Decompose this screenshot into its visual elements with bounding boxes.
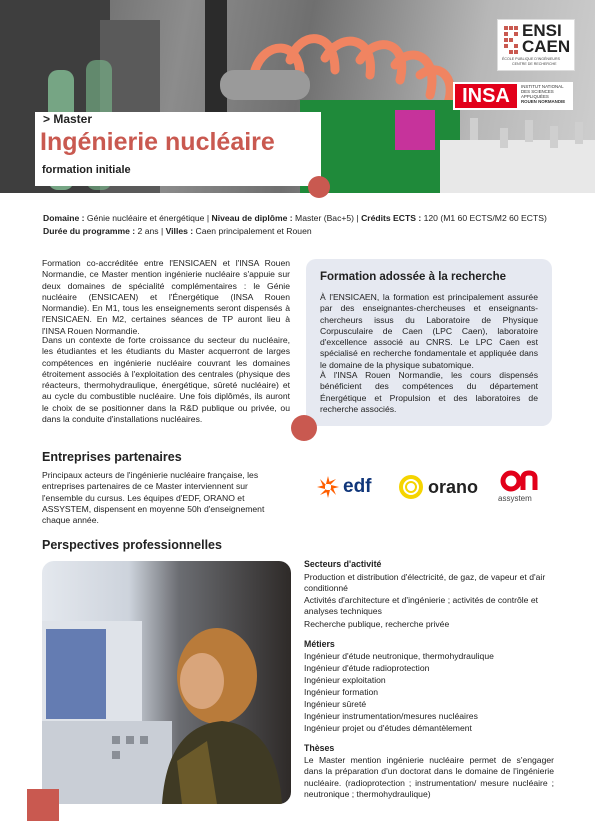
assystem-mark-icon (499, 470, 543, 492)
info-line-2 (43, 225, 312, 238)
thesis-text: Le Master mention ingénierie nucléaire permet de s'engager dans la préparation d'un doctorat dans le domaine de l'ingénierie nucléaire. (radioprotection ; instrumentation/ mesure nucléaire ; neutronique ; thermohydraulique) (304, 755, 554, 799)
duration-label: Durée du programme : (43, 226, 136, 236)
ects-value: 120 (M1 60 ECTS/M2 60 ECTS) (421, 213, 547, 223)
assystem-logo (497, 470, 545, 504)
ensicaen-tagline-2: CENTRE DE RECHERCHE (512, 62, 557, 66)
domain-label: Domaine : (43, 213, 85, 223)
decorative-dot-icon (308, 176, 330, 198)
domain-value: Génie nucléaire et énergétique | (84, 213, 212, 223)
ensicaen-wordmark-1: ENSI (522, 21, 562, 40)
job-item: Ingénieur d'étude neutronique, thermohydraulique (304, 651, 494, 661)
photo-illustration (42, 561, 291, 804)
ects-label: Crédits ECTS : (361, 213, 422, 223)
careers-title: Perspectives professionnelles (42, 538, 222, 552)
orano-ring-icon (398, 474, 424, 500)
ensicaen-logo (497, 19, 575, 71)
cities-value: Caen principalement et Rouen (193, 226, 312, 236)
decorative-square (27, 789, 59, 821)
page-title: Ingénierie nucléaire (40, 128, 275, 156)
insa-line-4: ROUEN NORMANDIE (521, 99, 566, 104)
page-subtitle: formation initiale (42, 164, 131, 176)
partners-text: Principaux acteurs de l'ingénierie nucléaire française, les entreprises partenaires de ce Master interviennent sur l'ensemble du cursus. Les équipes d'EDF, ORANO et ASSYSTEM, dispensent en moyenne 50h d'enseignement chaque année. (42, 470, 265, 526)
orano-wordmark: orano (428, 477, 479, 497)
decorative-dot-icon (291, 415, 317, 441)
thesis-title: Thèses (304, 743, 335, 753)
insa-line-1: INSTITUT NATIONAL (521, 84, 564, 89)
sector-item: Activités d'architecture et d'ingénierie ; activités de contrôle et analyses techniques (304, 595, 538, 617)
job-item: Ingénieur exploitation (304, 675, 386, 685)
research-paragraph-2: À l'INSA Rouen Normandie, les cours dispensés bénéficient des compétences du département Énergétique et Propulsion et des laboratoires de recherche associés. (320, 370, 538, 414)
job-item: Ingénieur sûreté (304, 699, 367, 709)
ensicaen-emblem-icon (504, 26, 518, 58)
intro-paragraph-2: Dans un contexte de forte croissance du secteur du nucléaire, les étudiantes et les étudiants du Master acquerront de larges compétences en ingénierie nucléaire couvrant les domaines étroitement associés à l'exploitation des centrales (physique des réacteurs, thermohydraulique, énergétique, sûreté nucléaire) et au cycle du combustible nucléaire. Une fois diplômés, ils auront le choix de se positionner dans la R&D publique ou privée, ou dans la conduite d'installations nucléaires. (42, 335, 290, 425)
job-item: Ingénieur instrumentation/mesures nucléaires (304, 711, 478, 721)
sector-item: Recherche publique, recherche privée (304, 619, 450, 629)
level-value: Master (Bac+5) | (292, 213, 362, 223)
sectors-title: Secteurs d'activité (304, 559, 382, 569)
intro-paragraph-1: Formation co-accréditée entre l'ENSICAEN et l'INSA Rouen Normandie, ce Master mention ingénierie nucléaire s'appuie sur deux domaines de spécialité complémentaires : le Génie nucléaire (ENSICAEN) et l'Énergétique (INSA Rouen Normandie). En M1, tous les enseignements seront dispensés à l'ENSICAEN. En M2, certaines séances de TP auront lieu à l'INSA Rouen Normandie. (42, 258, 290, 336)
insa-line-2: DES SCIENCES (521, 89, 554, 94)
jobs-title: Métiers (304, 639, 335, 649)
ensicaen-tagline-1: ÉCOLE PUBLIQUE D'INGÉNIEURS (502, 57, 561, 61)
ensicaen-wordmark-2: CAEN (522, 37, 571, 56)
job-item: Ingénieur formation (304, 687, 379, 697)
job-item: Ingénieur d'étude radioprotection (304, 663, 430, 673)
job-item: Ingénieur projet ou d'études démantèlement (304, 723, 472, 733)
cities-label: Villes : (165, 226, 194, 236)
insa-line-3: APPLIQUÉES (521, 94, 549, 99)
orano-logo (398, 474, 483, 502)
edf-logo (315, 472, 383, 502)
partners-title: Entreprises partenaires (42, 450, 182, 464)
assystem-wordmark: assystem (498, 494, 532, 503)
insa-wordmark: INSA (455, 84, 517, 108)
research-paragraph-1: À l'ENSICAEN, la formation est principalement assurée par des enseignantes-chercheuses et enseignants-chercheurs issus du Laboratoire de Physique Corpusculaire de Caen (LPC Caen), laboratoire d'excellence associé au CNRS. Le LPC Caen est spécialisé en recherche fondamentale et appliquée dans le domaine de la physique subatomique. (320, 292, 538, 370)
edf-wordmark: edf (343, 476, 372, 497)
info-line-1 (43, 212, 547, 225)
student-photo (42, 561, 291, 804)
level-label: Niveau de diplôme : (211, 213, 293, 223)
duration-value: 2 ans | (135, 226, 166, 236)
research-title: Formation adossée à la recherche (320, 271, 506, 283)
sector-item: Production et distribution d'électricité, de gaz, de vapeur et d'air conditionné (304, 572, 546, 594)
edf-sun-icon (315, 474, 341, 500)
insa-logo (453, 82, 573, 110)
program-kicker: > Master (43, 112, 93, 126)
